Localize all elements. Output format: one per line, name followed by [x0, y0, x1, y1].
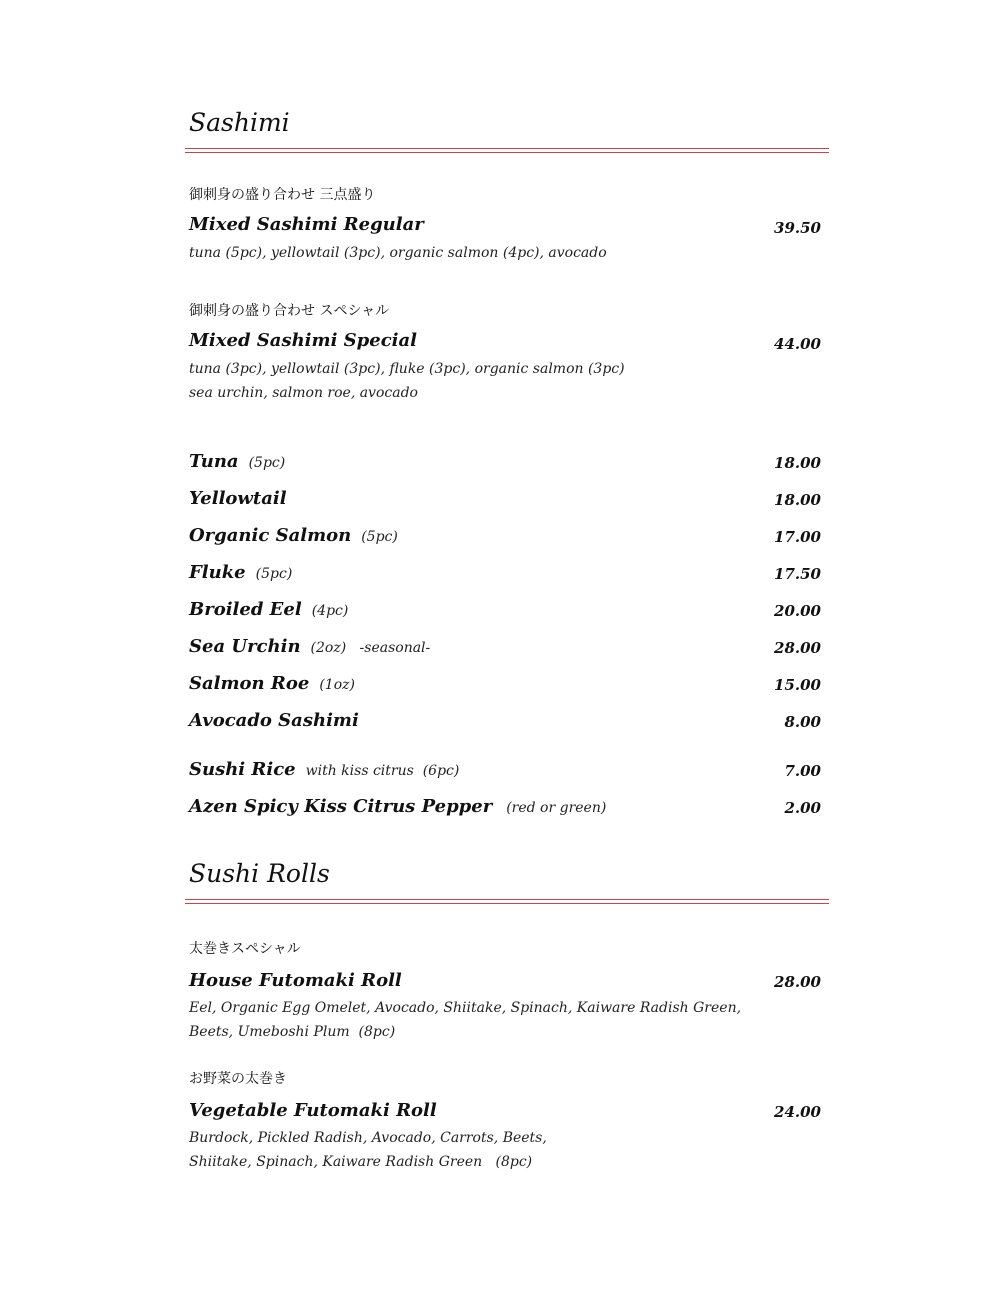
- item-desc-line: Shiitake, Spinach, Kaiware Radish Green (8pc): [189, 1154, 533, 1170]
- item-name-yellowtail: [189, 488, 297, 511]
- item-price-house-futomaki: 28.00: [774, 973, 821, 991]
- item-note: (5pc): [361, 529, 398, 545]
- item-desc-mixed-regular: tuna (5pc), yellowtail (3pc), organic salmon (4pc), avocado: [189, 245, 607, 261]
- item-name-mixed-regular: Mixed Sashimi Regular: [189, 214, 424, 235]
- item-name-azen-spicy-pepper: [189, 796, 606, 819]
- item-name-fluke: [189, 562, 292, 585]
- item-name-avocado-sashimi: [189, 710, 369, 733]
- item-price-tuna: 18.00: [774, 454, 821, 472]
- item-name-sea-urchin: [189, 636, 430, 659]
- item-name-text: Avocado Sashimi: [189, 710, 359, 731]
- item-name-tuna: [189, 451, 285, 474]
- item-name-text: Yellowtail: [189, 488, 287, 509]
- item-price-azen-spicy-pepper: 2.00: [784, 799, 821, 817]
- section-title-sushi-rolls: Sushi Rolls: [189, 859, 330, 888]
- item-price-yellowtail: 18.00: [774, 491, 821, 509]
- item-price-mixed-regular: 39.50: [774, 219, 821, 237]
- item-name-mixed-special: Mixed Sashimi Special: [189, 330, 418, 351]
- item-note: (1oz): [319, 677, 355, 693]
- section-divider-sashimi: [185, 148, 829, 153]
- item-name-organic-salmon: [189, 525, 398, 548]
- item-name-text: Broiled Eel: [189, 599, 302, 620]
- item-desc-vegetable-futomaki: [189, 1126, 547, 1174]
- item-name-text: Sea Urchin: [189, 636, 301, 657]
- item-price-sushi-rice: 7.00: [784, 762, 821, 780]
- section-title-sashimi: Sashimi: [189, 108, 290, 137]
- item-note: with kiss citrus (6pc): [305, 763, 460, 779]
- jp-title-vegetable-futomaki: お野菜の太巻き: [189, 1071, 287, 1087]
- item-name-text: Sushi Rice: [189, 759, 296, 780]
- item-price-mixed-special: 44.00: [774, 335, 821, 353]
- item-name-text: Organic Salmon: [189, 525, 352, 546]
- item-name-text: Salmon Roe: [189, 673, 310, 694]
- item-price-fluke: 17.50: [774, 565, 821, 583]
- item-desc-house-futomaki: [189, 996, 741, 1044]
- item-name-text: Tuna: [189, 451, 239, 472]
- item-desc-line: Beets, Umeboshi Plum (8pc): [189, 1024, 396, 1040]
- item-price-vegetable-futomaki: 24.00: [774, 1103, 821, 1121]
- item-name-text: Fluke: [189, 562, 246, 583]
- item-note: (5pc): [255, 566, 293, 582]
- item-desc-line: Eel, Organic Egg Omelet, Avocado, Shiitake, Spinach, Kaiware Radish Green,: [189, 1000, 742, 1016]
- item-price-organic-salmon: 17.00: [774, 528, 821, 546]
- item-desc-line: Burdock, Pickled Radish, Avocado, Carrots, Beets,: [189, 1130, 547, 1146]
- jp-title-mixed-special: 御刺身の盛り合わせ スペシャル: [189, 303, 390, 319]
- item-name-vegetable-futomaki: Vegetable Futomaki Roll: [189, 1100, 437, 1121]
- item-desc-line: tuna (3pc), yellowtail (3pc), fluke (3pc), organic salmon (3pc): [189, 361, 625, 377]
- item-name-sushi-rice: [189, 759, 459, 782]
- jp-title-house-futomaki: 太巻きスペシャル: [189, 941, 301, 957]
- item-note: (4pc): [311, 603, 349, 619]
- item-name-text: Azen Spicy Kiss Citrus Pepper: [189, 796, 493, 817]
- item-note: (2oz) -seasonal-: [310, 640, 431, 656]
- item-name-salmon-roe: [189, 673, 355, 696]
- item-name-house-futomaki: House Futomaki Roll: [189, 970, 402, 991]
- item-price-broiled-eel: 20.00: [774, 602, 821, 620]
- item-desc-line: sea urchin, salmon roe, avocado: [189, 385, 418, 401]
- item-note: (red or green): [506, 800, 607, 816]
- section-divider-sushi-rolls: [185, 899, 829, 904]
- item-desc-mixed-special: [189, 357, 625, 405]
- item-price-sea-urchin: 28.00: [774, 639, 821, 657]
- item-note: (5pc): [248, 455, 286, 471]
- item-price-avocado-sashimi: 8.00: [784, 713, 821, 731]
- item-name-broiled-eel: [189, 599, 348, 622]
- jp-title-mixed-regular: 御刺身の盛り合わせ 三点盛り: [189, 187, 376, 203]
- item-price-salmon-roe: 15.00: [774, 676, 821, 694]
